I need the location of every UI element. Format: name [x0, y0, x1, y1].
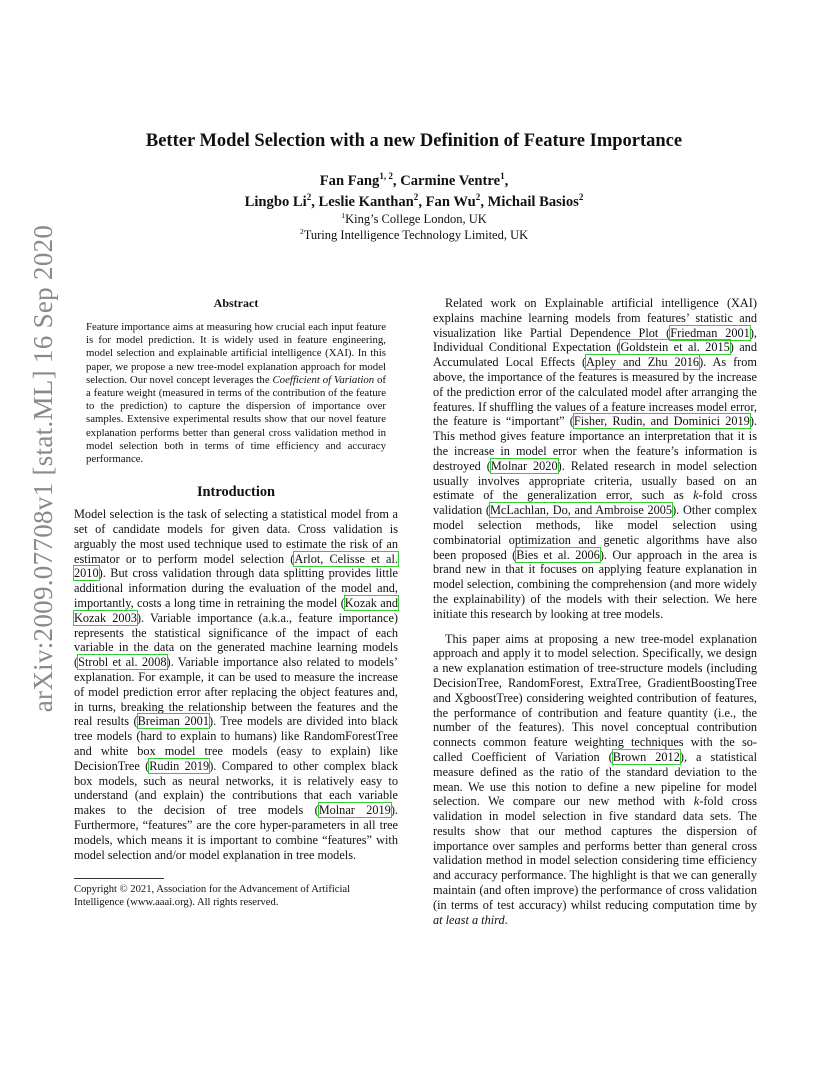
- affiliation-text: Turing Intelligence Technology Limited, UK: [303, 228, 529, 242]
- text-run: ). Compared to other complex black box models, such as neural networks, it is relatively easy to understand (and explain) the contributions that each variable makes to the decision of tree models (: [74, 758, 398, 818]
- related-work-paragraph: [433, 296, 757, 622]
- text-run: This paper aims at proposing a new tree-model explanation approach and apply it to model selection. Specifically, we design a new explanation estimation of tree-structure models (including DecisionTree, RandomForest, ExtraTree, GradientBoostingTree and XgboostTree) considering weighted contribution of features, the performance of contribution and feature quantity (i.e., the number of the features). This novel conceptual contribution connects common feature weighting techniques with the so-called Coefficient of Variation (: [433, 631, 757, 764]
- citation-link[interactable]: Molnar 2019: [318, 803, 391, 818]
- text-run: ). This method gives feature importance an interpretation that it is the increase in model error when the feature’s information is destroyed (: [433, 414, 757, 473]
- text-run: ). Variable importance also related to models’ explanation. For example, it can be used to measure the increase of model prediction error after replacing the object features and, in turns, breaking the relationship between the features and the real results (: [74, 655, 398, 729]
- abstract-heading: Abstract: [213, 296, 259, 310]
- arxiv-stamp: [22, 224, 66, 712]
- citation-link[interactable]: Breiman 2001: [137, 714, 209, 729]
- author-name: , Fan Wu: [418, 194, 476, 210]
- text-run: ), a statistical measure defined as the ratio of the standard deviation to the mean. We use this notion to define a new pipeline for model selection. We compare our new method with: [433, 749, 757, 809]
- abstract-text: [86, 321, 386, 466]
- citation-link[interactable]: Molnar 2020: [490, 458, 558, 473]
- affiliation-mark: 2: [299, 226, 304, 236]
- text-run: ). As from above, the importance of the features is measured by the increase of the prediction error of the calculated model after arranging the features. If shuffling the values of a feature increases model error, the feature is “important” (: [433, 355, 757, 429]
- author-name: , Michail Basios: [480, 194, 579, 210]
- affiliation-1: [0, 211, 828, 227]
- author-affil-mark: 2: [475, 192, 481, 203]
- paper-title: Better Model Selection with a new Definition of Feature Importance: [145, 131, 683, 151]
- author-line-1: Fan Fang$^{1, 2}$, Carmine Ventre$^1$,: [319, 171, 509, 189]
- text-run: ). Furthermore, “features” are the core hyper-parameters in all tree models, which means it is important to combine “features” with model selection and/or model explanation in tree models.: [74, 803, 398, 862]
- citation-link[interactable]: Apley and Zhu 2016: [586, 355, 700, 370]
- text-run: ), Individual Conditional Expectation (: [433, 325, 757, 355]
- author-affil-mark: 2: [413, 192, 419, 203]
- text-run: ). Our approach in the area is brand new in that it focuses on applying feature explanation in model selection, combining the comprehension (and more widely the explainability) of the models with their selection. We here initiate this research by looking at tree models.: [433, 547, 757, 621]
- text-run: -fold cross validation (: [433, 488, 757, 518]
- author-affil-mark: 1: [500, 171, 505, 182]
- introduction-heading: Introduction: [196, 484, 276, 501]
- author-affil-mark: 2: [578, 192, 584, 203]
- author-line-2: [0, 192, 828, 213]
- affiliation-2: [0, 227, 828, 243]
- math-variable: k: [693, 794, 700, 809]
- author-affil-mark: 1, 2: [379, 171, 393, 182]
- citation-link[interactable]: Bies et al. 2006: [516, 547, 600, 562]
- citation-link[interactable]: Fisher, Rudin, and Dominici 2019: [573, 414, 750, 429]
- text-run: ). Related research in model selection usually involves appropriate criteria, usually based on an estimate of the generalization error, such as: [433, 458, 758, 503]
- introduction-paragraph: [74, 507, 398, 862]
- text-run: ). But cross validation through data splitting provides little additional information during the evaluation of the model and, importantly, costs a long time in retraining the model (: [74, 566, 398, 611]
- arxiv-stamp-text: arXiv:2009.07708v1 [stat.ML] 16 Sep 2020: [28, 224, 59, 712]
- text-run: ) and Accumulated Local Effects (: [433, 340, 757, 370]
- footnote-divider: [74, 878, 164, 879]
- citation-link[interactable]: Kozak and Kozak 2003: [74, 596, 398, 625]
- text-run: Related work on Explainable artificial intelligence (XAI) explains machine learning models from features’ statistic and visualization like Partial Dependence Plot (: [433, 296, 757, 340]
- abstract-part: of a feature weight (measured in terms of the contribution of the feature to the prediction) to capture the dispersion of importance over samples. Extensive experimental results show that our novel feature explanation performs better than general cross validation method in model selection both in terms of time efficiency and accuracy performance.: [86, 373, 386, 466]
- right-column: [433, 296, 757, 927]
- contribution-paragraph: [433, 632, 757, 928]
- text-run: ). Variable importance (a.k.a., feature importance) represents the statistical significance of the impact of each variable in the data on the generated machine learning models (: [74, 610, 398, 670]
- author-name: Lingbo Li: [244, 194, 307, 210]
- citation-link[interactable]: Brown 2012: [612, 749, 680, 764]
- author-name: Fan Fang: [319, 173, 380, 189]
- text-run: ). Other complex model selection methods, like model selection using combinatorial optimization and genetic algorithms have also been proposed (: [433, 503, 757, 562]
- citation-link[interactable]: Friedman 2001: [670, 325, 750, 340]
- copyright-notice: Copyright © 2021, Association for the Advancement of Artificial Intelligence (www.aaai.org). All rights reserved.: [74, 884, 351, 909]
- abstract-emphasis: Coefficient of Variation: [272, 373, 375, 386]
- math-variable: k: [693, 488, 699, 503]
- citation-link[interactable]: Strobl et al. 2008: [78, 655, 167, 670]
- author-name: , Leslie Kanthan: [311, 194, 414, 210]
- text-run: -fold cross validation in model selection in five standard data sets. The results show that our method captures the dispersion of importance over samples and performs better than general cross validation method in model selection considering time efficiency and accuracy performance. The highlight is that we can generally maintain (and often improve) the performance of cross validation (in terms of test accuracy) whilst reducing computation time by: [433, 794, 757, 912]
- citation-link[interactable]: Goldstein et al. 2015: [620, 340, 730, 355]
- text-run: ). Tree models are divided into black tree models (hard to explain to humans) like RandomForestTree and white box model tree models (easy to explain) like DecisionTree (: [74, 714, 398, 773]
- citation-link[interactable]: Arlot, Celisse et al. 2010: [74, 551, 398, 581]
- citation-link[interactable]: Rudin 2019: [149, 758, 210, 773]
- affiliations: [0, 211, 828, 243]
- left-column: [74, 296, 398, 909]
- abstract-part: Feature importance aims at measuring how crucial each input feature is for model prediction. It is widely used in feature engineering, model selection and explainable artificial intelligence (XAI). In this paper, we propose a new tree-model explanation approach for model selection. Our novel concept leverages the: [86, 321, 386, 386]
- text-run: Model selection is the task of selecting a statistical model from a set of candidate models for given data. Cross validation is arguably the most used technique used to estimate the risk of an estimator or to perform model selection (: [74, 507, 398, 566]
- emphasis: at least a third: [433, 912, 505, 927]
- author-list: [0, 171, 828, 213]
- author-affil-mark: 2: [306, 192, 312, 203]
- affiliation-mark: 1: [341, 210, 346, 220]
- citation-link[interactable]: McLachlan, Do, and Ambroise 2005: [489, 503, 673, 518]
- affiliation-text: King’s College London, UK: [345, 212, 487, 226]
- author-name: , Carmine Ventre: [392, 173, 501, 189]
- text-run: .: [504, 912, 508, 927]
